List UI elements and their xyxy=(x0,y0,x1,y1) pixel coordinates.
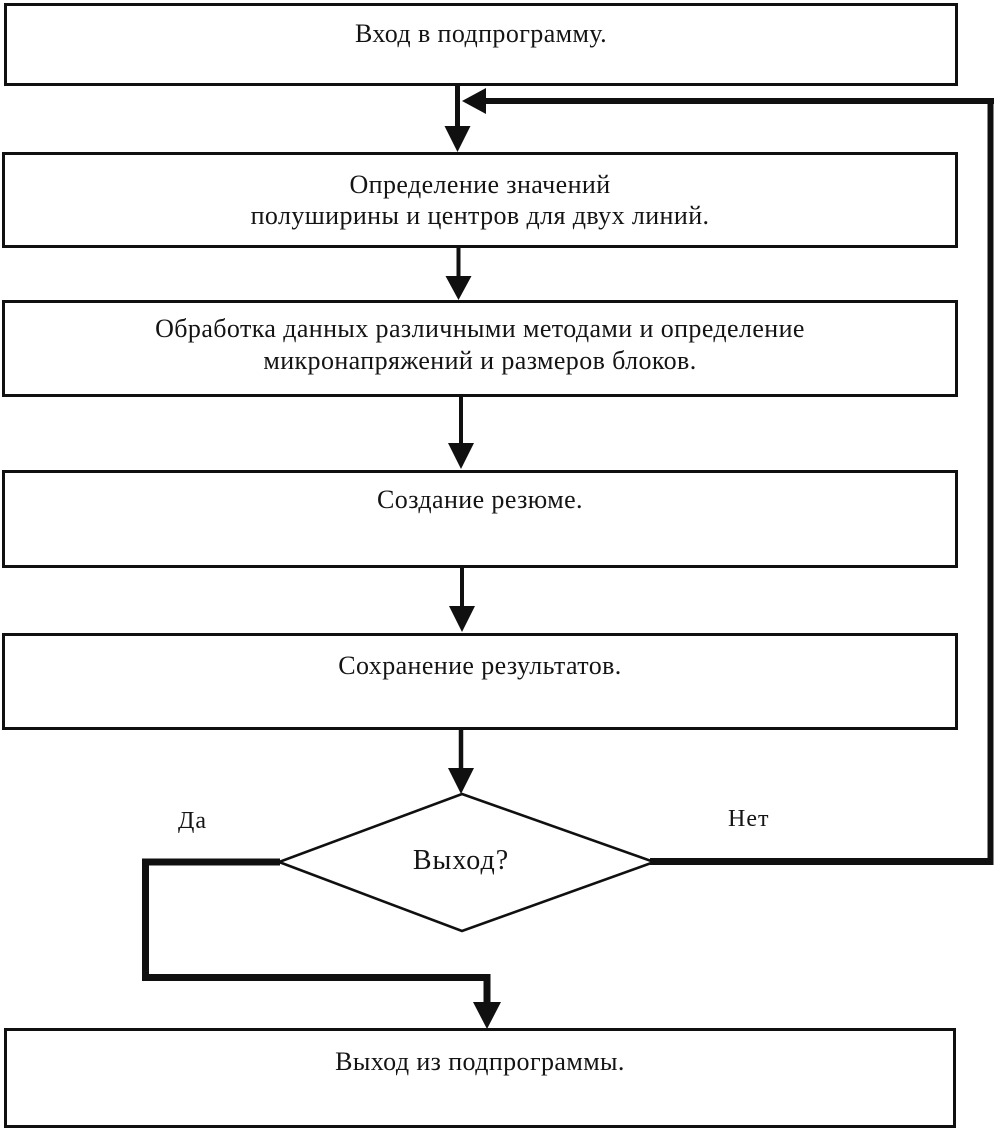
node-define-values xyxy=(2,152,958,248)
edge-process-to-summary xyxy=(448,397,474,469)
node-exit xyxy=(4,1028,956,1128)
node-define-values-label-line1: Определение значений xyxy=(349,169,611,199)
arrow-down-icon xyxy=(446,276,472,300)
node-define-values-label-line2: полуширины и центров для двух линий. xyxy=(250,201,710,230)
edge-label-yes: Да xyxy=(178,808,208,834)
arrow-down-icon xyxy=(448,768,474,794)
arrow-left-icon xyxy=(462,88,486,114)
node-exit-decision-label: Выход? xyxy=(412,845,510,876)
edge-define-to-process xyxy=(446,248,472,300)
edge-entry-to-define xyxy=(445,86,471,152)
node-save-results xyxy=(2,633,958,730)
node-process-data xyxy=(2,300,958,397)
node-entry-label: Вход в подпрограмму. xyxy=(354,18,608,48)
edge-save-to-decision xyxy=(448,730,474,794)
arrow-down-icon xyxy=(448,443,474,469)
node-create-summary xyxy=(2,470,958,568)
node-entry xyxy=(4,3,958,86)
arrow-down-icon xyxy=(449,606,475,632)
edge-summary-to-save xyxy=(449,568,475,632)
node-process-data-label-line1: Обработка данных различными методами и определение xyxy=(155,314,805,344)
node-create-summary-label: Создание резюме. xyxy=(377,485,583,515)
node-process-data-label-line2: микронапряжений и размеров блоков. xyxy=(263,345,697,375)
arrow-down-icon xyxy=(473,1002,501,1029)
edge-label-no: Нет xyxy=(728,806,770,832)
node-save-results-label: Сохранение результатов. xyxy=(338,650,622,680)
arrow-down-icon xyxy=(445,126,471,152)
node-exit-label: Выход из подпрограммы. xyxy=(335,1047,625,1077)
